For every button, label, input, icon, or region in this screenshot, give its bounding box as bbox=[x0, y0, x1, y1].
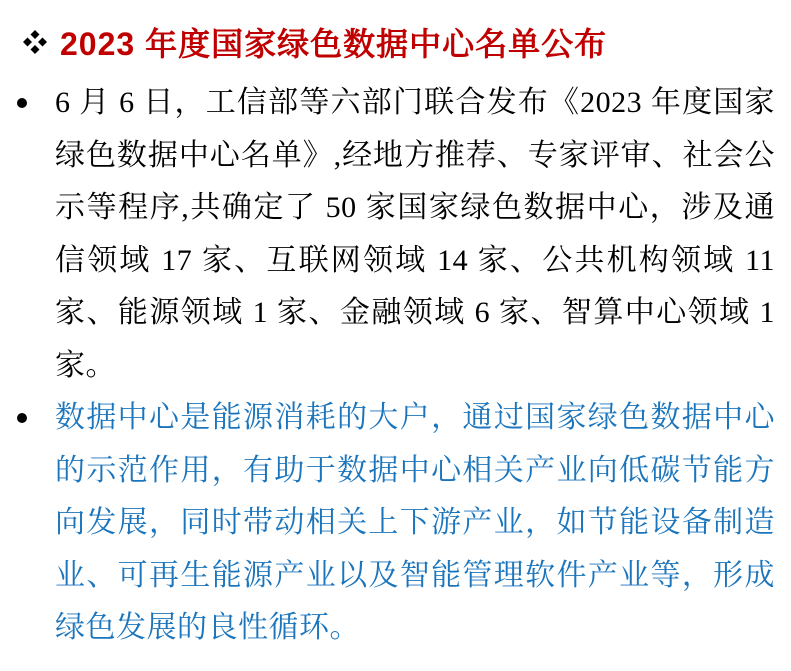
bullet-text: 数据中心是能源消耗的大户，通过国家绿色数据中心的示范作用，有助于数据中心相关产业向低碳节能方向发展，同时带动相关上下游产业，如节能设备制造业、可再生能源产业以及智能管理软件产业等，形成绿色发展的良性循环。 bbox=[55, 401, 775, 644]
list-item bbox=[14, 77, 775, 392]
bullet-marker bbox=[14, 392, 55, 423]
bullet-dot-icon bbox=[17, 413, 27, 423]
page-title: 2023 年度国家绿色数据中心名单公布 bbox=[60, 26, 608, 62]
bullet-list bbox=[14, 77, 775, 655]
title-row bbox=[22, 22, 775, 62]
diamond-cluster-icon bbox=[22, 29, 48, 55]
bullet-text: 6 月 6 日，工信部等六部门联合发布《2023 年度国家绿色数据中心名单》,经地方推荐、专家评审、社会公示等程序,共确定了 50 家国家绿色数据中心，涉及通信领域 17 家、互联网领域 14 家、公共机构领域 11 家、能源领域 1 家、金融领域 6 家、智算中心领域 1 家。 bbox=[55, 86, 775, 382]
list-item bbox=[14, 392, 775, 655]
bullet-dot-icon bbox=[17, 98, 27, 108]
bullet-marker bbox=[14, 77, 55, 108]
